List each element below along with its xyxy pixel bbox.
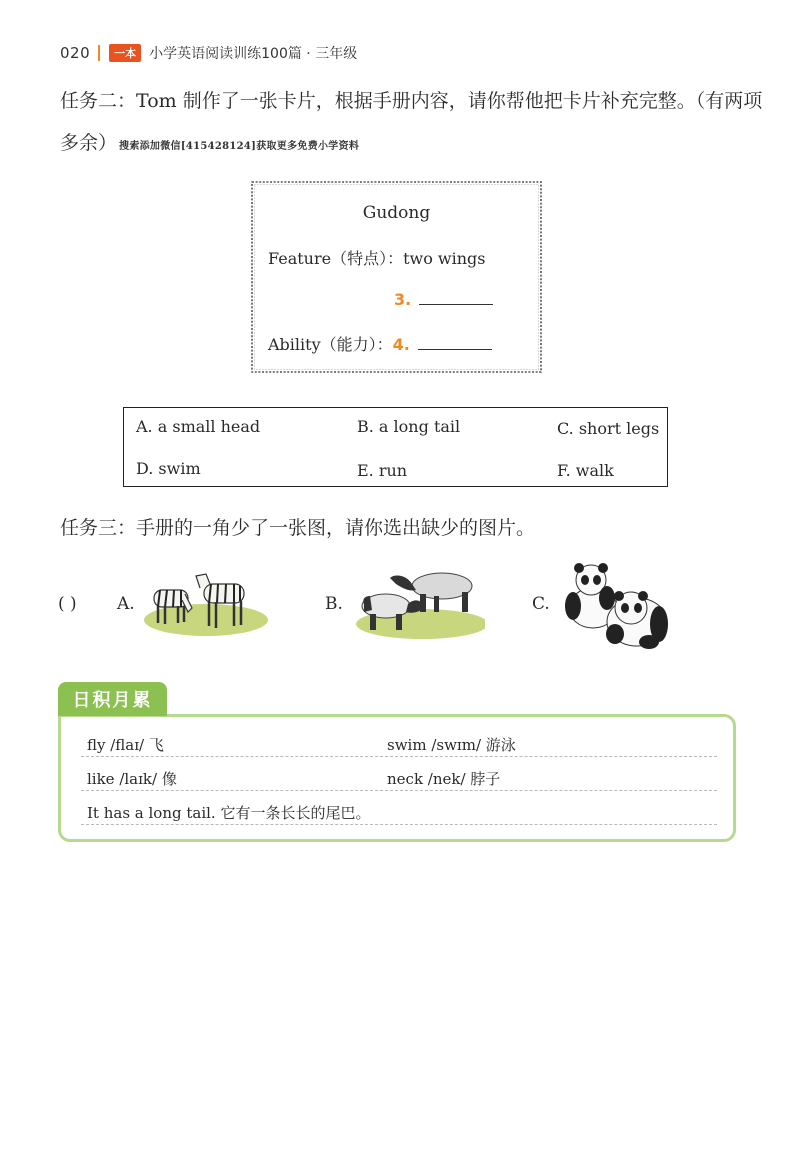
option-a: A. a small head: [136, 417, 261, 436]
example-sentence: It has a long tail. 它有一条长长的尾巴。: [87, 804, 371, 822]
book-title: 小学英语阅读训练100篇 · 三年级: [149, 46, 358, 62]
watermark-text: 搜索添加微信[415428124]获取更多免费小学资料: [119, 141, 360, 152]
ability-label: Ability（能力）：: [268, 335, 393, 354]
page-header: [60, 42, 357, 64]
choice-c-label: C.: [532, 594, 550, 614]
option-b: B. a long tail: [357, 417, 461, 436]
option-c: C. short legs: [557, 419, 660, 438]
card-title: Gudong: [362, 203, 431, 223]
blank-3-number: 3.: [394, 290, 412, 309]
header-divider: [98, 45, 100, 61]
vocab-neck: neck /nek/ 脖子: [387, 770, 501, 788]
notes-tab: 日积月累: [58, 682, 167, 716]
option-e: E. run: [357, 461, 408, 480]
blank-4-number: 4.: [392, 335, 410, 354]
page-number: 020: [60, 44, 91, 62]
vocab-fly: fly /flaɪ/ 飞: [87, 736, 164, 754]
info-card: [248, 178, 545, 376]
answer-parentheses[interactable]: ( ): [58, 594, 77, 614]
task3-instruction: 任务三：手册的一角少了一张图，请你选出缺少的图片。: [60, 517, 536, 539]
notes-divider: [81, 756, 717, 757]
choice-a-label: A.: [117, 594, 135, 614]
task2-instruction-end: 多余）: [60, 132, 118, 154]
vocabulary-notes: [58, 682, 736, 842]
blank-3-line[interactable]: [419, 289, 493, 305]
task2-instruction-continued: [60, 128, 359, 155]
pandas-picture[interactable]: [563, 562, 673, 650]
picture-choices: [0, 560, 800, 660]
blank-4-line[interactable]: [418, 334, 492, 350]
task2-instruction: 任务二：Tom 制作了一张卡片，根据手册内容，请你帮他把卡片补充完整。（有两项: [60, 90, 763, 112]
zebras-picture[interactable]: [140, 568, 270, 640]
card-blank-3-row: [394, 289, 493, 309]
notes-box: [58, 714, 736, 842]
card-feature-row: Feature（特点）：two wings: [268, 249, 486, 268]
brand-logo: 一本: [109, 44, 141, 62]
notes-divider: [81, 824, 717, 825]
option-d: D. swim: [136, 459, 201, 478]
vocab-swim: swim /swɪm/ 游泳: [387, 736, 516, 754]
vocab-like: like /laɪk/ 像: [87, 770, 177, 788]
choice-b-label: B.: [325, 594, 343, 614]
tapirs-picture[interactable]: [350, 562, 485, 642]
card-ability-row: [268, 332, 492, 355]
option-f: F. walk: [557, 461, 614, 480]
notes-divider: [81, 790, 717, 791]
options-box: [123, 407, 668, 487]
